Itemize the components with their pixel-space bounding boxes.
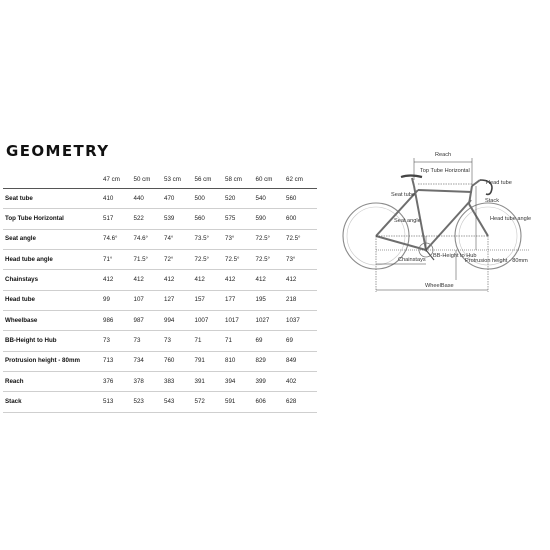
table-cell: 500 [195, 189, 226, 209]
row-label: Stack [3, 392, 103, 412]
table-cell: 829 [256, 351, 287, 371]
table-cell: 74.6° [134, 229, 165, 249]
label-protrusion: Protrusion height - 80mm [465, 258, 528, 264]
label-head-tube: Head tube [486, 180, 512, 186]
table-cell: 628 [286, 392, 317, 412]
size-header: 56 cm [195, 172, 226, 189]
row-label: Top Tube Horizontal [3, 209, 103, 229]
table-cell: 440 [134, 189, 165, 209]
table-cell: 399 [256, 372, 287, 392]
page-title: GEOMETRY [6, 142, 110, 160]
table-cell: 520 [225, 189, 256, 209]
table-cell: 713 [103, 351, 134, 371]
table-cell: 71° [103, 250, 134, 270]
table-cell: 994 [164, 311, 195, 331]
table-row [3, 392, 317, 412]
table-cell: 69 [256, 331, 287, 351]
table-cell: 73 [103, 331, 134, 351]
table-cell: 540 [256, 189, 287, 209]
table-cell: 72° [164, 250, 195, 270]
table-cell: 218 [286, 290, 317, 310]
row-label: Seat tube [3, 189, 103, 209]
row-label: Head tube [3, 290, 103, 310]
table-row [3, 331, 317, 351]
table-cell: 572 [195, 392, 226, 412]
table-cell: 73.5° [195, 229, 226, 249]
label-chainstays: Chainstays [398, 257, 426, 263]
label-seat-tube: Seat tube [391, 192, 415, 198]
table-cell: 810 [225, 351, 256, 371]
table-cell: 560 [195, 209, 226, 229]
table-cell: 72.5° [195, 250, 226, 270]
table-cell: 539 [164, 209, 195, 229]
table-cell: 73° [225, 229, 256, 249]
row-label: Head tube angle [3, 250, 103, 270]
table-row [3, 189, 317, 209]
table-cell: 1007 [195, 311, 226, 331]
row-label: Seat angle [3, 229, 103, 249]
corner-cell [3, 172, 103, 189]
table-row [3, 351, 317, 371]
table-cell: 600 [286, 209, 317, 229]
table-cell: 1017 [225, 311, 256, 331]
table-cell: 1027 [256, 311, 287, 331]
label-stack: Stack [485, 198, 499, 204]
table-cell: 987 [134, 311, 165, 331]
table-cell: 1037 [286, 311, 317, 331]
table-cell: 391 [195, 372, 226, 392]
table-header-row [3, 172, 317, 189]
table-cell: 394 [225, 372, 256, 392]
table-cell: 590 [256, 209, 287, 229]
table-cell: 74.6° [103, 229, 134, 249]
bike-frame [376, 178, 488, 250]
table-cell: 127 [164, 290, 195, 310]
table-cell: 734 [134, 351, 165, 371]
table-cell: 73 [164, 331, 195, 351]
table-cell: 73 [134, 331, 165, 351]
table-cell: 412 [256, 270, 287, 290]
geometry-table-body [3, 189, 317, 413]
table-cell: 177 [225, 290, 256, 310]
table-cell: 72.5° [256, 250, 287, 270]
table-cell: 606 [256, 392, 287, 412]
table-cell: 849 [286, 351, 317, 371]
table-cell: 543 [164, 392, 195, 412]
label-bb-height: BB-Height to Hub [433, 253, 477, 259]
row-label: Chainstays [3, 270, 103, 290]
table-cell: 412 [164, 270, 195, 290]
bike-geometry-diagram [330, 140, 545, 300]
table-cell: 412 [286, 270, 317, 290]
dimension-lines [376, 158, 530, 292]
size-header: 60 cm [256, 172, 287, 189]
table-cell: 986 [103, 311, 134, 331]
table-cell: 575 [225, 209, 256, 229]
table-row [3, 229, 317, 249]
table-cell: 376 [103, 372, 134, 392]
table-cell: 560 [286, 189, 317, 209]
table-row [3, 250, 317, 270]
table-cell: 99 [103, 290, 134, 310]
table-row [3, 290, 317, 310]
table-cell: 383 [164, 372, 195, 392]
size-header: 62 cm [286, 172, 317, 189]
table-cell: 760 [164, 351, 195, 371]
label-reach: Reach [435, 152, 452, 158]
table-cell: 195 [256, 290, 287, 310]
table-cell: 69 [286, 331, 317, 351]
table-row [3, 372, 317, 392]
table-cell: 513 [103, 392, 134, 412]
table-row [3, 311, 317, 331]
table-cell: 591 [225, 392, 256, 412]
table-cell: 402 [286, 372, 317, 392]
size-header: 58 cm [225, 172, 256, 189]
table-cell: 72.5° [225, 250, 256, 270]
label-head-tube-angle: Head tube angle [490, 216, 532, 222]
row-label: Reach [3, 372, 103, 392]
table-cell: 72.5° [286, 229, 317, 249]
row-label: Protrusion height - 80mm [3, 351, 103, 371]
table-row [3, 270, 317, 290]
table-cell: 412 [225, 270, 256, 290]
table-cell: 157 [195, 290, 226, 310]
row-label: BB-Height to Hub [3, 331, 103, 351]
table-cell: 523 [134, 392, 165, 412]
size-header: 47 cm [103, 172, 134, 189]
table-cell: 522 [134, 209, 165, 229]
table-cell: 791 [195, 351, 226, 371]
table-cell: 517 [103, 209, 134, 229]
geometry-table [3, 172, 317, 413]
table-cell: 412 [195, 270, 226, 290]
table-cell: 107 [134, 290, 165, 310]
label-seat-angle: Seat angle [394, 218, 421, 224]
table-cell: 71 [195, 331, 226, 351]
table-cell: 412 [134, 270, 165, 290]
table-cell: 412 [103, 270, 134, 290]
saddle-icon [401, 176, 422, 178]
table-cell: 410 [103, 189, 134, 209]
size-header: 53 cm [164, 172, 195, 189]
label-top-tube: Top Tube Horizontal [420, 168, 470, 174]
table-cell: 470 [164, 189, 195, 209]
size-header: 50 cm [134, 172, 165, 189]
table-cell: 71.5° [134, 250, 165, 270]
table-row [3, 209, 317, 229]
table-cell: 72.5° [256, 229, 287, 249]
table-cell: 378 [134, 372, 165, 392]
row-label: Wheelbase [3, 311, 103, 331]
table-cell: 74° [164, 229, 195, 249]
label-wheelbase: WheelBase [425, 283, 454, 289]
table-cell: 71 [225, 331, 256, 351]
table-cell: 73° [286, 250, 317, 270]
